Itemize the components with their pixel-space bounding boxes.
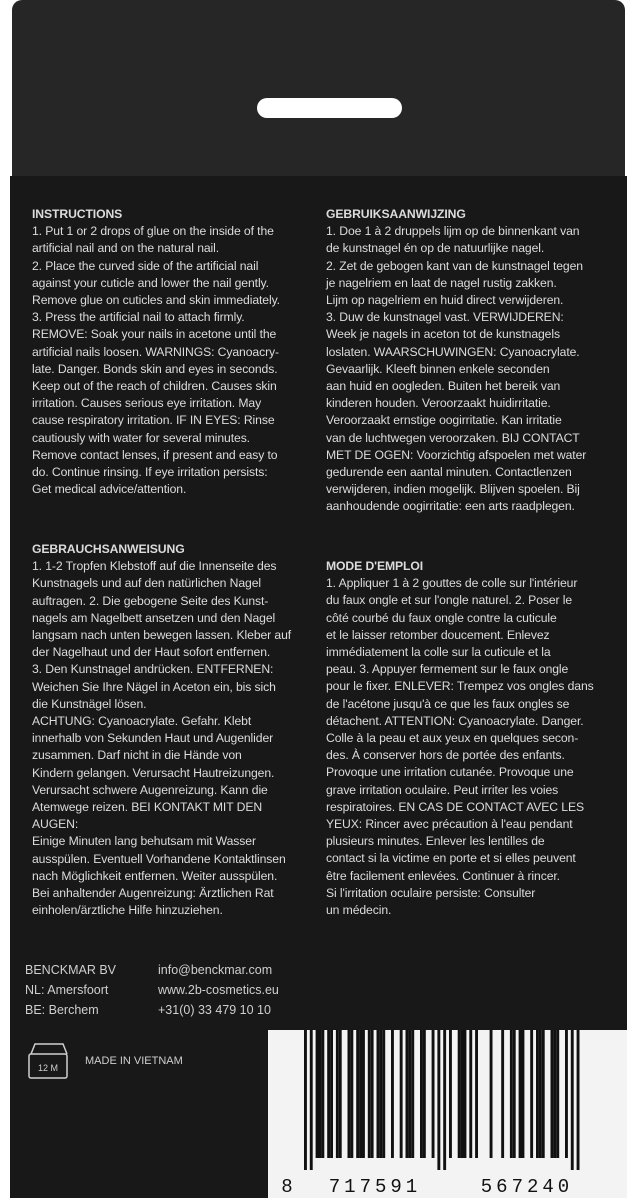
instructions-nl (326, 206, 616, 516)
barcode-bar (310, 1030, 313, 1170)
company-email: info@benckmar.com (158, 963, 273, 977)
barcode-bar (400, 1030, 403, 1158)
barcode-panel (268, 1030, 627, 1198)
barcode-bar (443, 1030, 446, 1170)
barcode-bar (336, 1030, 339, 1158)
heading-fr: MODE D'EMPLOI (326, 559, 424, 573)
pao-label: 12 M (37, 1063, 59, 1073)
barcode-bar (423, 1030, 426, 1158)
barcode-right-digits: 567240 (480, 1176, 574, 1198)
company-contact (25, 960, 279, 1020)
heading-nl: GEBRUIKSAANWIJZING (326, 207, 466, 221)
company-name: BENCKMAR BV (25, 963, 116, 977)
barcode-bar (556, 1030, 559, 1158)
barcode-bar (553, 1030, 556, 1158)
barcode-bar (571, 1030, 574, 1170)
barcode-bar (565, 1030, 568, 1158)
barcode-bar (513, 1030, 516, 1158)
barcode-bar (461, 1030, 464, 1158)
barcode-bar (464, 1030, 467, 1158)
barcode-bar (408, 1030, 411, 1158)
instructions-de (32, 541, 302, 919)
barcode-bar (377, 1030, 380, 1158)
barcode-bar (437, 1030, 440, 1170)
barcode-bar (359, 1030, 362, 1158)
barcode-bar (490, 1030, 493, 1158)
barcode-bar (319, 1030, 322, 1158)
barcode-bars (268, 1030, 598, 1170)
company-website: www.2b-cosmetics.eu (158, 983, 279, 997)
instructions-fr (326, 558, 616, 919)
barcode-bar (382, 1030, 385, 1158)
barcode-bar (539, 1030, 542, 1158)
barcode-bar (577, 1030, 580, 1170)
barcode-bar (391, 1030, 394, 1158)
made-in-row (25, 1040, 183, 1082)
barcode-bar (304, 1030, 307, 1170)
barcode-bar (339, 1030, 342, 1158)
text-nl: 1. Doe 1 à 2 druppels lijm op de binnenkant van de kunstnagel én op de natuurlijke nagel. 2. Zet de gebogen kant van de kunstnagel tegen je nagelriem en laat de nagel rustig zakken. Lijm op nagelriem en huid direct verwijderen. 3. Duw de kunstnagel vast. VERWIJDEREN: Week je nagels in aceton tot de kunstnagels loslaten. WAARSCHUWINGEN: Cyanoacrylate. Gevaarlijk. Kleeft binnen enkele seconden aan huid en oogleden. Buiten het bereik van kinderen houden. Veroorzaakt huidirritatie. Veroorzaakt ernstige oogirritatie. Kan irritatie van de luchtwegen veroorzaken. BIJ CONTACT MET DE OGEN: Voorzichtig afspoelen met water gedurende een aantal minuten. Contactlenzen verwijderen, indien mogelijk. Blijven spoelen. Bij aanhoudende oogirritatie: een arts raadplegen. (326, 224, 587, 514)
barcode-bar (510, 1030, 513, 1158)
barcode-bar (379, 1030, 382, 1158)
company-be: BE: Berchem (25, 1003, 99, 1017)
company-phone: +31(0) 33 479 10 10 (158, 1003, 271, 1017)
barcode-bar (519, 1030, 522, 1158)
text-fr: 1. Appliquer 1 à 2 gouttes de colle sur l'intérieur du faux ongle et sur l'ongle naturel. 2. Poser le côté courbé du faux ongle contre la cuticule et le laisser retomber doucement. Enlevez immédiatement la colle sur la cuticule et la peau. 3. Appuyer fermement sur le faux ongle pour le fixer. ENLEVER: Trempez vos ongles dans de l'acétone jusqu'à ce que les faux ongles se détachent. ATTENTION: Cyanoacrylate. Danger. Colle à la peau et aux yeux en quelques secon- des. À conserver hors de portée des enfants. Provoque une irritation cutanée. Provoque une grave irritation oculaire. Peut irriter les voies respiratoires. EN CAS DE CONTACT AVEC LES YEUX: Rincer avec précaution à l'eau pendant plusieurs minutes. Enlever les lentilles de contact si la victime en porte et si elles peuvent être facilement enlevées. Continuer à rincer. Si l'irritation oculaire persiste: Consulter un médecin. (326, 576, 594, 918)
barcode-bar (330, 1030, 333, 1158)
text-en: 1. Put 1 or 2 drops of glue on the inside of the artificial nail and on the natural nail. 2. Place the curved side of the artificial nail against your cuticle and lower the nail gently. Remove glue on cuticles and skin immediately. 3. Press the artificial nail to attach firmly. REMOVE: Soak your nails in acetone until the artificial nails loosen. WARNINGS: Cyanoacry- late. Danger. Bonds skin and eyes in seconds. Keep out of the reach of children. Causes skin irritation. Causes serious eye irritation. May cause respiratory irritation. IF IN EYES: Rinse cautiously with water for several minutes. Remove contact lenses, if present and easy to do. Continue rinsing. If eye irritation persists: Get medical advice/attention. (32, 224, 280, 497)
heading-en: INSTRUCTIONS (32, 207, 123, 221)
barcode-bar (406, 1030, 409, 1158)
barcode-bar (475, 1030, 478, 1158)
heading-de: GEBRAUCHSANWEISUNG (32, 542, 185, 556)
barcode-number (268, 1176, 598, 1198)
hang-tab (12, 0, 625, 176)
pao-jar-icon (25, 1040, 71, 1082)
instructions-en (32, 206, 302, 498)
barcode-bar (551, 1030, 554, 1158)
barcode-bar (362, 1030, 365, 1158)
barcode-bar (530, 1030, 533, 1158)
barcode-bar (420, 1030, 423, 1158)
hang-hole (257, 98, 402, 118)
barcode-bar (348, 1030, 351, 1158)
made-in-label: MADE IN VIETNAM (85, 1055, 183, 1067)
barcode-bar (432, 1030, 435, 1158)
barcode-bar (321, 1030, 324, 1158)
barcode-first-digit: 8 (281, 1176, 293, 1198)
barcode-bar (542, 1030, 545, 1158)
barcode-bar (536, 1030, 539, 1158)
barcode-bar (458, 1030, 461, 1158)
barcode-bar (501, 1030, 504, 1158)
barcode-bar (522, 1030, 525, 1158)
barcode-bar (350, 1030, 353, 1158)
barcode-bar (356, 1030, 359, 1158)
barcode-bar (449, 1030, 452, 1158)
barcode-bar (411, 1030, 414, 1158)
text-de: 1. 1-2 Tropfen Klebstoff auf die Innenseite des Kunstnagels und auf den natürlichen Nagel auftragen. 2. Die gebogene Seite des Kunst- nagels am Nagelbett ansetzen und den Nagel langsam nach unten bewegen lassen. Kleber auf der Nagelhaut und der Haut sofort entfernen. 3. Den Kunstnagel andrücken. ENTFERNEN: Weichen Sie Ihre Nägel in Aceton ein, bis sich die Kunstnägel lösen. ACHTUNG: Cyanoacrylate. Gefahr. Klebt innerhalb von Sekunden Haut und Augenlider zusammen. Darf nicht in die Hände von Kindern gelangen. Verursacht Hautreizungen. Verursacht schwere Augenreizung. Kann die Atemwege reizen. BEI KONTAKT MIT DEN AUGEN: Einige Minuten lang behutsam mit Wasser ausspülen. Eventuell Vorhandene Kontaktlinsen nach Möglichkeit entfernen. Weiter ausspülen. Bei anhaltender Augenreizung: Ärztlichen Rat einholen/ärztliche Hilfe hinzuziehen. (32, 559, 292, 918)
barcode-bar (327, 1030, 330, 1158)
company-nl: NL: Amersfoort (25, 983, 109, 997)
barcode-bar (368, 1030, 371, 1158)
barcode-bar (316, 1030, 319, 1158)
barcode-bar (371, 1030, 374, 1158)
barcode-bar (469, 1030, 472, 1158)
barcode-left-digits: 717591 (328, 1176, 422, 1198)
